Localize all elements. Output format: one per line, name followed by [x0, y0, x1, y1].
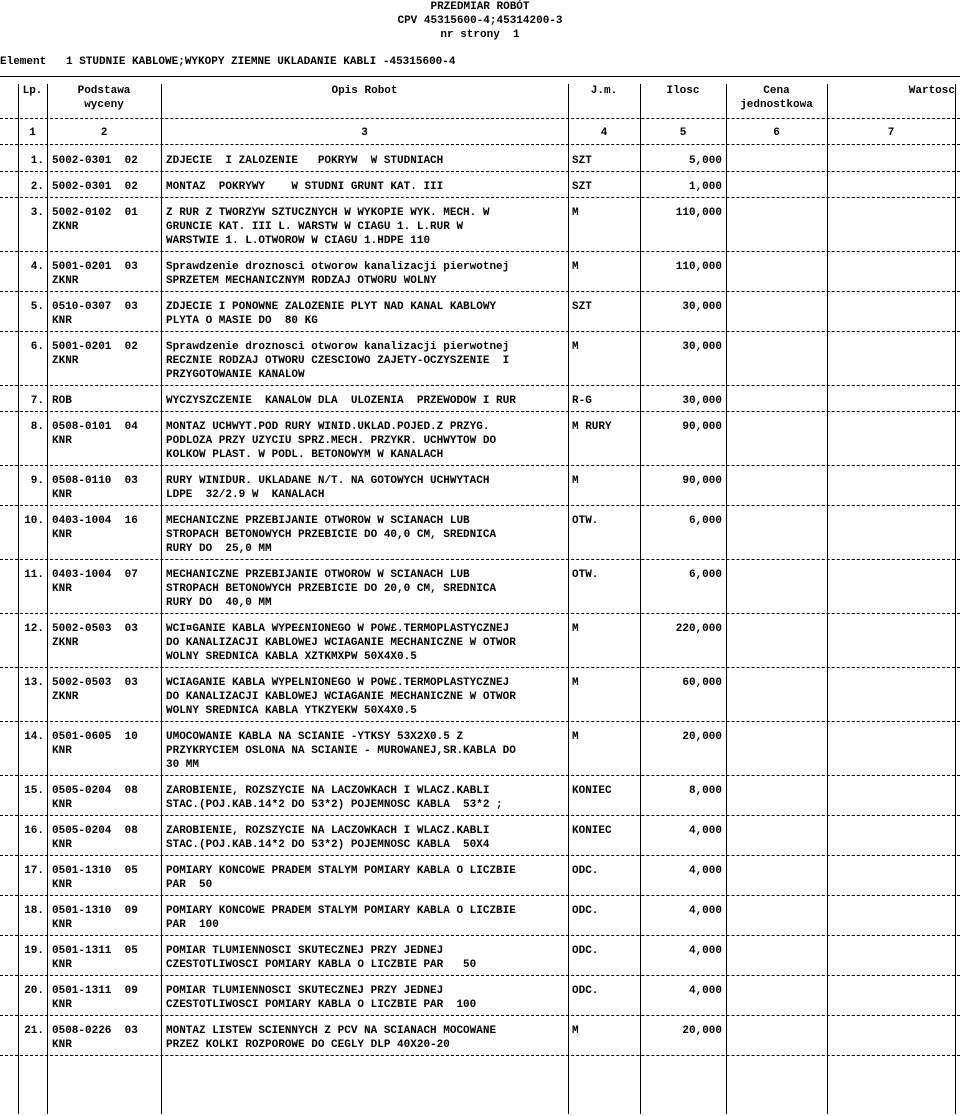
row-description-line: ZAROBIENIE, ROZSZYCIE NA LACZOWKACH I WLACZ.KABLI: [166, 825, 490, 837]
row-quantity: 30,000: [682, 395, 722, 407]
row-code-source: KNR: [52, 839, 72, 851]
table-row-divider: [0, 411, 960, 412]
row-unit: M: [572, 1025, 579, 1037]
row-quantity: 30,000: [682, 301, 722, 313]
row-description-line: RURY DO 40,0 MM: [166, 597, 272, 609]
column-header-podstawa-line2: wyceny: [84, 99, 124, 111]
column-number: 3: [361, 127, 368, 139]
row-description-line: POMIAR TLUMIENNOSCI SKUTECZNEJ PRZY JEDNEJ: [166, 945, 444, 957]
column-number: 7: [887, 127, 895, 139]
row-lp: 19.: [24, 945, 44, 957]
row-code-source: ZKNR: [52, 275, 79, 287]
column-header-cena-line2: jednostkowa: [740, 99, 813, 111]
row-description-line: 30 MM: [166, 759, 200, 771]
row-description-line: MONTAZ UCHWYT.POD RURY WINID.UKLAD.POJED.Z PRZYG.: [166, 421, 490, 433]
row-unit: KONIEC: [572, 785, 612, 797]
row-description-line: Z RUR Z TWORZYW SZTUCZNYCH W WYKOPIE WYK. MECH. W: [166, 207, 490, 219]
column-header-cena: Cena: [763, 85, 790, 97]
row-description-line: PAR 50: [166, 879, 213, 891]
row-unit: ODC.: [572, 945, 599, 957]
row-code-source: KNR: [52, 919, 72, 931]
table-row-divider: [0, 667, 960, 668]
row-code: 0508-0101 04: [52, 421, 138, 433]
row-code-source: KNR: [52, 799, 72, 811]
row-code: 5002-0301 02: [52, 155, 138, 167]
row-lp: 1.: [30, 155, 44, 167]
row-quantity: 20,000: [682, 1025, 722, 1037]
row-lp: 17.: [24, 865, 44, 877]
row-unit: SZT: [572, 155, 592, 167]
table-column-divider: [47, 84, 48, 1114]
row-lp: 16.: [24, 825, 44, 837]
row-lp: 7.: [30, 395, 44, 407]
row-description-line: WOLNY SREDNICA KABLA XZTKMXPW 50X4X0.5: [166, 651, 417, 663]
column-number: 1: [29, 127, 36, 139]
row-code: 0403-1004 16: [52, 515, 138, 527]
row-code: 0505-0204 08: [52, 785, 138, 797]
row-description-line: PAR 100: [166, 919, 219, 931]
row-lp: 6.: [30, 341, 44, 353]
row-description-line: MONTAZ POKRYWY W STUDNI GRUNT KAT. III: [166, 181, 444, 193]
row-code: 0403-1004 07: [52, 569, 138, 581]
table-row-divider: [0, 76, 960, 77]
row-code-source: KNR: [52, 489, 72, 501]
table-column-divider: [955, 84, 956, 1114]
row-description-line: RURY DO 25,0 MM: [166, 543, 272, 555]
row-lp: 9.: [30, 475, 44, 487]
row-quantity: 4,000: [688, 865, 722, 877]
row-description-line: STROPACH BETONOWYCH PRZEBICIE DO 40,0 CM, SREDNICA: [166, 529, 497, 541]
table-column-divider: [18, 84, 19, 1114]
table-column-divider: [161, 84, 162, 1114]
table-row-divider: [0, 855, 960, 856]
row-unit: M RURY: [572, 421, 612, 433]
table-row-divider: [0, 1015, 960, 1016]
row-lp: 20.: [24, 985, 44, 997]
row-unit: M: [572, 475, 579, 487]
table-column-divider: [568, 84, 569, 1114]
row-description-line: RURY WINIDUR. UKLADANE N/T. NA GOTOWYCH UCHWYTACH: [166, 475, 490, 487]
element-heading: Element 1 STUDNIE KABLOWE;WYKOPY ZIEMNE UKLADANIE KABLI -45315600-4: [0, 56, 456, 68]
table-row-divider: [0, 171, 960, 172]
row-lp: 5.: [30, 301, 44, 313]
column-number: 6: [773, 127, 780, 139]
row-lp: 18.: [24, 905, 44, 917]
row-code: 0501-1311 09: [52, 985, 138, 997]
row-description-line: ZDJECIE I ZALOZENIE POKRYW W STUDNIACH: [166, 155, 444, 167]
row-code: 5002-0503 03: [52, 623, 138, 635]
row-lp: 14.: [24, 731, 44, 743]
row-description-line: PRZYKRYCIEM OSLONA NA SCIANIE - MUROWANEJ,SR.KABLA DO: [166, 745, 516, 757]
row-description-line: WYCZYSZCZENIE KANALOW DLA ULOZENIA PRZEWODOW I RUR: [166, 395, 516, 407]
row-description-line: POMIARY KONCOWE PRADEM STALYM POMIARY KABLA O LICZBIE: [166, 905, 516, 917]
table-row-divider: [0, 721, 960, 722]
row-code: 0505-0204 08: [52, 825, 138, 837]
row-description-line: UMOCOWANIE KABLA NA SCIANIE -YTKSY 53X2X0.5 Z: [166, 731, 464, 743]
row-quantity: 90,000: [682, 421, 722, 433]
row-quantity: 1,000: [688, 181, 722, 193]
row-code-source: ZKNR: [52, 355, 79, 367]
row-quantity: 110,000: [675, 207, 722, 219]
row-quantity: 4,000: [688, 905, 722, 917]
row-code-source: KNR: [52, 745, 72, 757]
row-quantity: 8,000: [688, 785, 722, 797]
table-row-divider: [0, 559, 960, 560]
row-lp: 4.: [30, 261, 44, 273]
row-code-source: ZKNR: [52, 637, 79, 649]
row-quantity: 90,000: [682, 475, 722, 487]
row-description-line: ZAROBIENIE, ROZSZYCIE NA LACZOWKACH I WLACZ.KABLI: [166, 785, 490, 797]
row-lp: 3.: [30, 207, 44, 219]
row-description-line: WOLNY SREDNICA KABLA YTKZYEKW 50X4X0.5: [166, 705, 417, 717]
table-row-divider: [0, 118, 960, 119]
row-description-line: CZESTOTLIWOSCI POMIARY KABLA O LICZBIE PAR 50: [166, 959, 477, 971]
row-unit: OTW.: [572, 515, 599, 527]
table-row-divider: [0, 291, 960, 292]
row-code: 0510-0307 03: [52, 301, 138, 313]
table-row-divider: [0, 144, 960, 145]
row-description-line: DO KANALIZACJI KABLOWEJ WCIAGANIE MECHANICZNE W OTWOR: [166, 637, 516, 649]
table-row-divider: [0, 975, 960, 976]
row-description-line: MONTAZ LISTEW SCIENNYCH Z PCV NA SCIANACH MOCOWANE: [166, 1025, 497, 1037]
row-quantity: 6,000: [688, 569, 722, 581]
row-unit: M: [572, 341, 579, 353]
row-code-source: KNR: [52, 959, 72, 971]
row-code: 5001-0201 02: [52, 341, 138, 353]
row-lp: 10.: [24, 515, 44, 527]
row-lp: 8.: [30, 421, 44, 433]
table-row-divider: [0, 815, 960, 816]
page-number: nr strony 1: [440, 29, 520, 41]
row-description-line: POMIARY KONCOWE PRADEM STALYM POMIARY KABLA O LICZBIE: [166, 865, 516, 877]
column-header-opis: Opis Robot: [331, 85, 398, 97]
row-unit: M: [572, 623, 579, 635]
table-row-divider: [0, 895, 960, 896]
table-row-divider: [0, 197, 960, 198]
row-lp: 13.: [24, 677, 44, 689]
row-description-line: STROPACH BETONOWYCH PRZEBICIE DO 20,0 CM, SREDNICA: [166, 583, 497, 595]
table-row-divider: [0, 385, 960, 386]
row-description-line: MECHANICZNE PRZEBIJANIE OTWOROW W SCIANACH LUB: [166, 515, 470, 527]
document-header: [0, 0, 960, 42]
row-description-line: KOLKOW PLAST. W PODL. BETONOWYM W KANALACH: [166, 449, 444, 461]
row-code-source: KNR: [52, 583, 72, 595]
row-code: 5002-0301 02: [52, 181, 138, 193]
row-quantity: 110,000: [675, 261, 722, 273]
row-lp: 12.: [24, 623, 44, 635]
row-code: 0501-1310 05: [52, 865, 138, 877]
row-quantity: 30,000: [682, 341, 722, 353]
row-code: 0501-1310 09: [52, 905, 138, 917]
row-unit: ODC.: [572, 865, 599, 877]
row-description-line: RECZNIE RODZAJ OTWORU CZESCIOWO ZAJETY-OCZYSZENIE I: [166, 355, 510, 367]
row-unit: SZT: [572, 301, 592, 313]
table-row-divider: [0, 775, 960, 776]
table-row-divider: [0, 465, 960, 466]
document-title: PRZEDMIAR ROBÓT: [430, 1, 530, 13]
row-quantity: 4,000: [688, 945, 722, 957]
row-code-source: ZKNR: [52, 691, 79, 703]
row-unit: KONIEC: [572, 825, 612, 837]
table-row-divider: [0, 505, 960, 506]
row-lp: 11.: [24, 569, 44, 581]
row-description-line: SPRZETEM MECHANICZNYM RODZAJ OTWORU WOLNY: [166, 275, 437, 287]
column-header-wartosc: Wartosc: [908, 85, 955, 97]
row-lp: 2.: [30, 181, 44, 193]
row-description-line: POMIAR TLUMIENNOSCI SKUTECZNEJ PRZY JEDNEJ: [166, 985, 444, 997]
row-quantity: 220,000: [675, 623, 722, 635]
table-column-divider: [827, 84, 828, 1114]
row-code: 0508-0226 03: [52, 1025, 138, 1037]
row-quantity: 60,000: [682, 677, 722, 689]
row-unit: M: [572, 677, 579, 689]
table-row-divider: [0, 1055, 960, 1056]
row-description-line: LDPE 32/2.9 W KANALACH: [166, 489, 325, 501]
table-row-divider: [0, 613, 960, 614]
cpv-codes: CPV 45315600-4;45314200-3: [397, 15, 563, 27]
row-unit: M: [572, 207, 579, 219]
row-code-source: KNR: [52, 529, 72, 541]
row-quantity: 6,000: [688, 515, 722, 527]
row-code: 0501-1311 05: [52, 945, 138, 957]
row-description-line: Sprawdzenie droznosci otworow kanalizacji pierwotnej: [166, 341, 510, 353]
row-lp: 21.: [24, 1025, 44, 1037]
row-description-line: STAC.(POJ.KAB.14*2 DO 53*2) POJEMNOSC KABLA 53*2 ;: [166, 799, 503, 811]
column-header-ilosc: Ilosc: [666, 85, 700, 97]
row-quantity: 4,000: [688, 825, 722, 837]
row-code-source: KNR: [52, 999, 72, 1011]
row-code-source: KNR: [52, 435, 72, 447]
table-row-divider: [0, 251, 960, 252]
row-description-line: PRZEZ KOLKI ROZPOROWE DO CEGLY DLP 40X20-20: [166, 1039, 450, 1051]
row-description-line: Sprawdzenie droznosci otworow kanalizacji pierwotnej: [166, 261, 510, 273]
row-unit: M: [572, 261, 579, 273]
row-code: 5002-0503 03: [52, 677, 138, 689]
row-description-line: WCIAGANIE KABLA WYPELNIONEGO W POW£.TERMOPLASTYCZNEJ: [166, 677, 510, 689]
row-code: ROB: [52, 395, 72, 407]
row-description-line: CZESTOTLIWOSCI POMIARY KABLA O LICZBIE PAR 100: [166, 999, 477, 1011]
table-row-divider: [0, 935, 960, 936]
row-code-source: KNR: [52, 315, 72, 327]
column-number: 4: [600, 127, 608, 139]
row-code: 5001-0201 03: [52, 261, 138, 273]
row-code: 0508-0110 03: [52, 475, 138, 487]
row-description-line: PRZYGOTOWANIE KANALOW: [166, 369, 305, 381]
row-quantity: 20,000: [682, 731, 722, 743]
row-description-line: STAC.(POJ.KAB.14*2 DO 53*2) POJEMNOSC KABLA 50X4: [166, 839, 490, 851]
row-code-source: KNR: [52, 1039, 72, 1051]
column-number: 2: [100, 127, 108, 139]
column-number: 5: [679, 127, 687, 139]
row-unit: M: [572, 731, 579, 743]
row-description-line: PODLOZA PRZY UZYCIU SPRZ.MECH. PRZYKR. UCHWYTOW DO: [166, 435, 497, 447]
row-description-line: WCI¤GANIE KABLA WYPE£NIONEGO W POW£.TERMOPLASTYCZNEJ: [166, 623, 510, 635]
table-row-divider: [0, 331, 960, 332]
row-unit: ODC.: [572, 905, 599, 917]
row-description-line: WARSTWIE 1. L.OTWOROW W CIAGU 1.HDPE 110: [166, 235, 431, 247]
row-code: 5002-0102 01: [52, 207, 138, 219]
row-description-line: PLYTA O MASIE DO 80 KG: [166, 315, 318, 327]
column-header-jm: J.m.: [590, 85, 618, 97]
row-description-line: DO KANALIZACJI KABLOWEJ WCIAGANIE MECHANICZNE W OTWOR: [166, 691, 516, 703]
row-quantity: 5,000: [688, 155, 722, 167]
row-quantity: 4,000: [688, 985, 722, 997]
row-description-line: MECHANICZNE PRZEBIJANIE OTWOROW W SCIANACH LUB: [166, 569, 470, 581]
row-unit: ODC.: [572, 985, 599, 997]
row-unit: SZT: [572, 181, 592, 193]
row-code-source: ZKNR: [52, 221, 79, 233]
row-code-source: KNR: [52, 879, 72, 891]
row-lp: 15.: [24, 785, 44, 797]
row-unit: R-G: [572, 395, 592, 407]
column-header-podstawa: Podstawa: [77, 85, 131, 97]
row-description-line: GRUNCIE KAT. III L. WARSTW W CIAGU 1. L.RUR W: [166, 221, 464, 233]
row-unit: OTW.: [572, 569, 599, 581]
column-header-lp: Lp.: [22, 85, 43, 97]
table-column-divider: [640, 84, 641, 1114]
row-code: 0501-0605 10: [52, 731, 138, 743]
table-column-divider: [726, 84, 727, 1114]
row-description-line: ZDJECIE I PONOWNE ZALOZENIE PLYT NAD KANAL KABLOWY: [166, 301, 497, 313]
